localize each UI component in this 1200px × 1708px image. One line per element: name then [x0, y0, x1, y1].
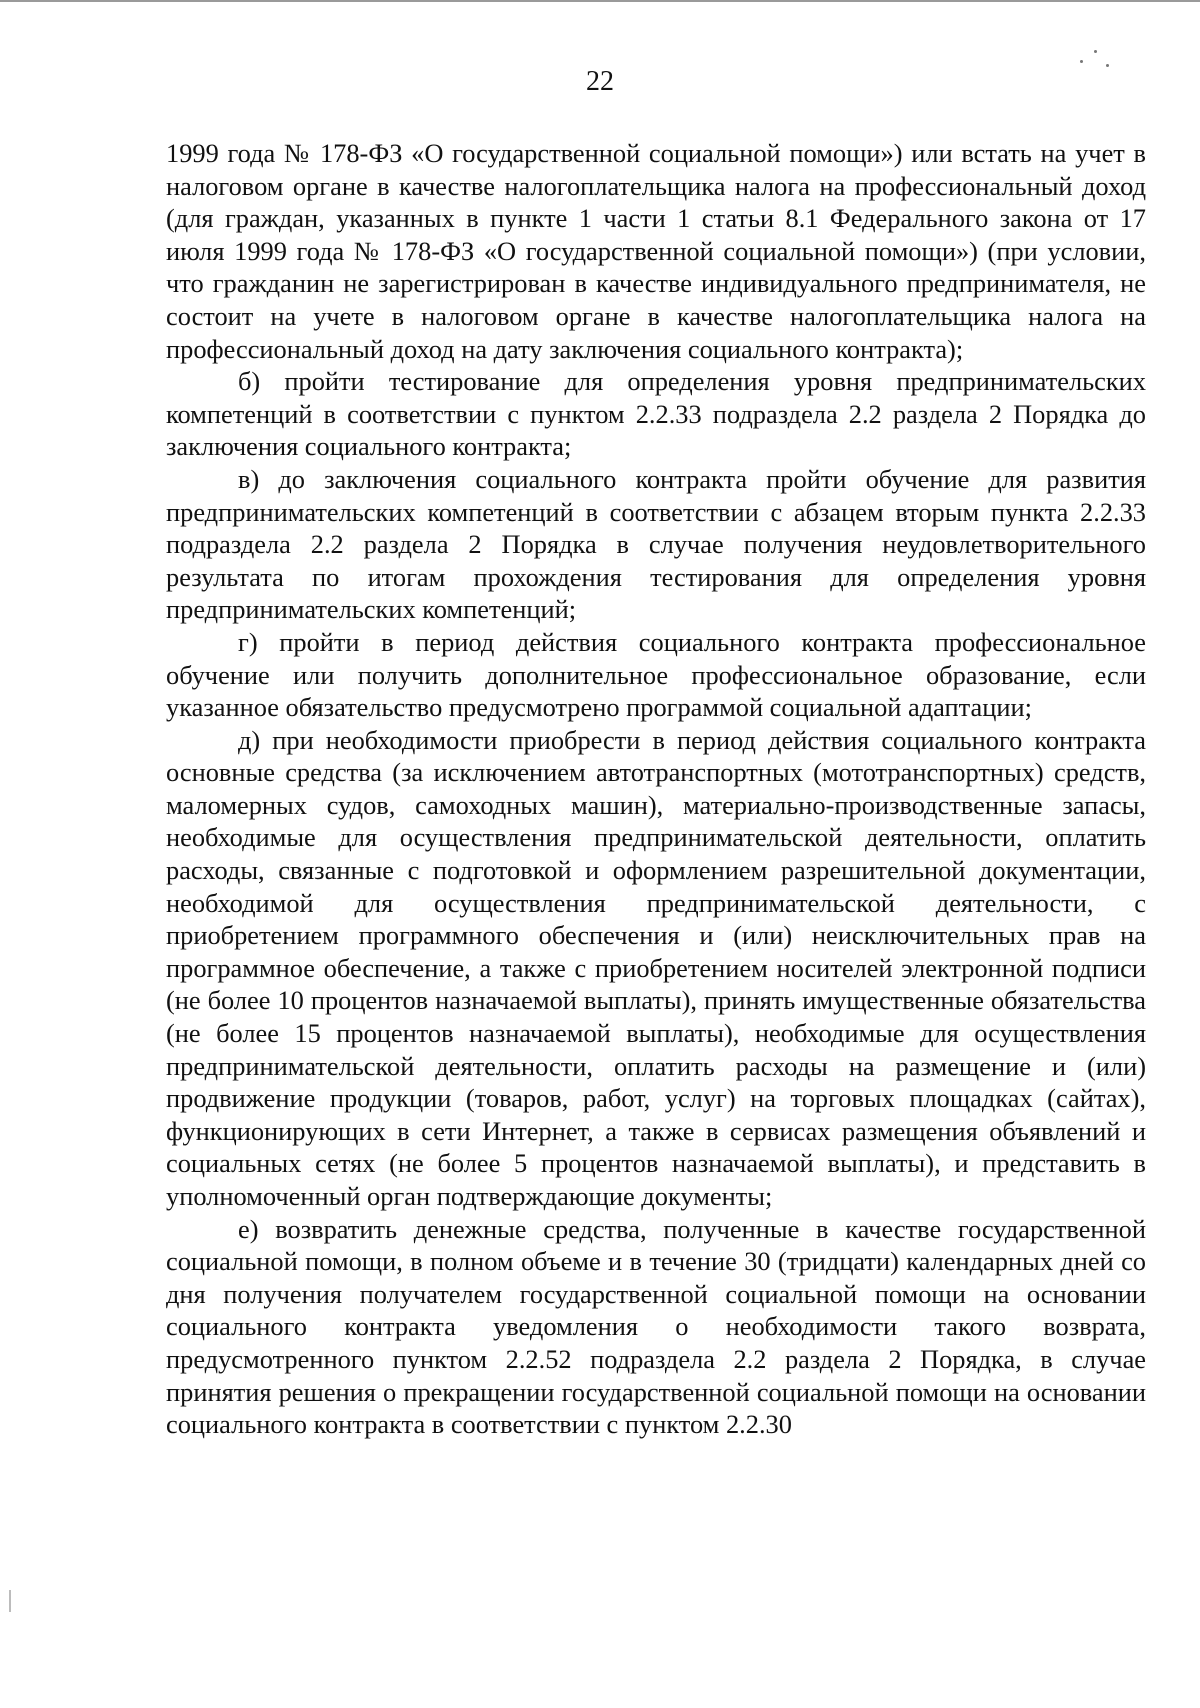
paragraph-item-v: в) до заключения социального контракта пройти обучение для развития предпринимательских компетенций в соответствии с абзацем вторым пункта 2.2.33 подраздела 2.2 раздела 2 Порядка в случае получения неудовлетворительного результата по итогам прохождения тестирования для определения уровня предпринимательских компетенций; — [166, 463, 1146, 625]
document-body — [166, 137, 1146, 1441]
paragraph-item-g: г) пройти в период действия социального контракта профессиональное обучение или получить дополнительное профессиональное образование, если указанное обязательство предусмотрено программой социальной адаптации; — [166, 626, 1146, 723]
paragraph-item-b: б) пройти тестирование для определения уровня предпринимательских компетенций в соответствии с пунктом 2.2.33 подраздела 2.2 раздела 2 Порядка до заключения социального контракта; — [166, 366, 1146, 462]
paragraph-item-d: д) при необходимости приобрести в период действия социального контракта основные средства (за исключением автотранспортных (мототранспортных) средств, маломерных судов, самоходных машин), материально-производственные запасы, необходимые для осуществления предпринимательской деятельности, оплатить расходы, связанные с подготовкой и оформлением разрешительной документации, необходимой для осуществления предпринимательской деятельности, с приобретением программного обеспечения и (или) неисключительных прав на программное обеспечение, а также с приобретением носителей электронной подписи (не более 10 процентов назначаемой выплаты), принять имущественные обязательства (не более 15 процентов назначаемой выплаты), необходимые для осуществления предпринимательской деятельности, оплатить расходы на размещение и (или) продвижение продукции (товаров, работ, услуг) на торговых площадках (сайтах), функционирующих в сети Интернет, а также в сервисах размещения объявлений и социальных сетях (не более 5 процентов назначаемой выплаты), и представить в уполномоченный орган подтверждающие документы; — [166, 724, 1146, 1211]
speck — [1080, 60, 1083, 63]
page-number: 22 — [586, 66, 614, 97]
paragraph-item-e: е) возвратить денежные средства, полученные в качестве государственной социальной помощи, в полном объеме и в течение 30 (тридцати) календарных дней со дня получения получателем государственной социальной помощи на основании социального контракта уведомления о необходимости такого возврата, предусмотренного пунктом 2.2.52 подраздела 2.2 раздела 2 Порядка, в случае принятия решения о прекращении государственной социальной помощи на основании социального контракта в соответствии с пунктом 2.2.30 — [166, 1213, 1146, 1440]
speck — [1094, 50, 1097, 53]
page-top-rule — [0, 0, 1200, 2]
scan-margin-mark — [9, 1590, 11, 1612]
paragraph-continuation: 1999 года № 178-ФЗ «О государственной социальной помощи») или встать на учет в налоговом органе в качестве налогоплательщика налога на профессиональный доход (для граждан, указанных в пункте 1 части 1 статьи 8.1 Федерального закона от 17 июля 1999 года № 178-ФЗ «О государственной социальной помощи») (при условии, что гражданин не зарегистрирован в качестве индивидуального предпринимателя, не состоит на учете в налоговом органе в качестве налогоплательщика налога на профессиональный доход на дату заключения социального контракта); — [166, 138, 1146, 364]
